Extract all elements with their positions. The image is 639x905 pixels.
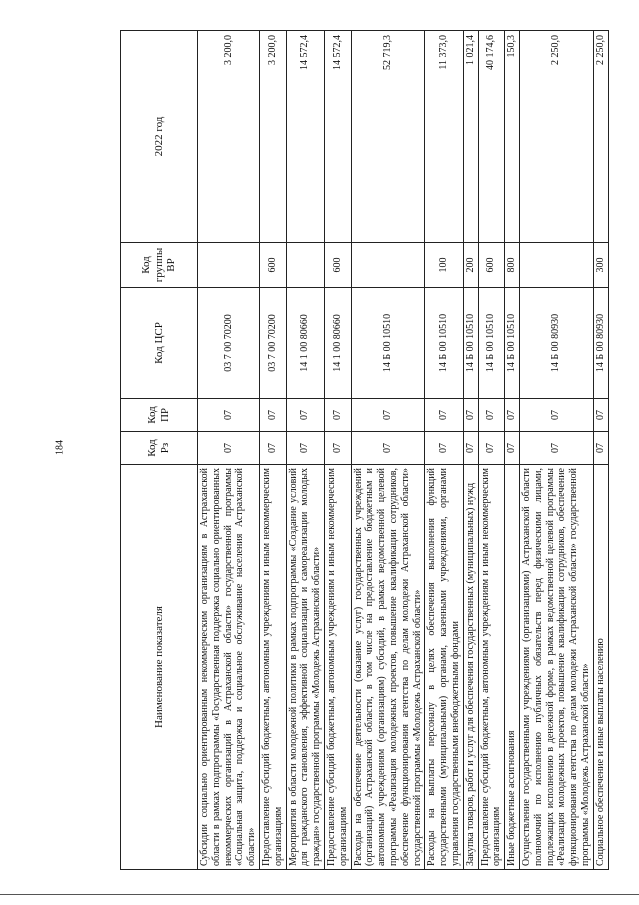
table-row xyxy=(351,31,425,870)
row-vr: 200 xyxy=(463,243,478,288)
row-rz: 07 xyxy=(425,432,463,465)
row-name: Предоставление субсидий бюджетным, автономным учреждениям и иным некоммерческим организациям xyxy=(324,465,351,870)
row-csr: 14 Б 00 80930 xyxy=(519,288,593,399)
row-pr: 07 xyxy=(425,399,463,432)
row-rz: 07 xyxy=(519,432,593,465)
row-year: 3 200,0 xyxy=(198,31,260,243)
row-pr: 07 xyxy=(259,399,286,432)
row-pr: 07 xyxy=(286,399,324,432)
row-name: Осуществление государственными учреждениями (организациями) Астраханской области полномочий по исполнению публичных обязательств перед физическими лицами, подлежащих исполнению в денежной форме, в рамках ведомственной целевой программы «Реализация молодежных проектов, повышение квалификации сотрудников, обеспечение функционирования агентства по делам молодежи Астраханской области» государственной программы «Молодежь Астраханской области» xyxy=(519,465,593,870)
table-row xyxy=(286,31,324,870)
header-csr: Код ЦСР xyxy=(121,288,198,399)
table-row xyxy=(505,31,520,870)
budget-table-rotated xyxy=(120,30,606,870)
header-vr: Код группы ВР xyxy=(121,243,198,288)
table-row xyxy=(425,31,463,870)
row-name: Социальное обеспечение и иные выплаты населению xyxy=(593,465,608,870)
row-csr: 14 Б 00 10510 xyxy=(463,288,478,399)
table-row xyxy=(198,31,260,870)
row-vr: 600 xyxy=(324,243,351,288)
table-row xyxy=(593,31,608,870)
row-rz: 07 xyxy=(505,432,520,465)
row-name: Предоставление субсидий бюджетным, автономным учреждениям и иным некоммерческим организациям xyxy=(478,465,505,870)
row-rz: 07 xyxy=(351,432,425,465)
row-pr: 07 xyxy=(505,399,520,432)
row-year: 1 021,4 xyxy=(463,31,478,243)
row-rz: 07 xyxy=(286,432,324,465)
row-pr: 07 xyxy=(478,399,505,432)
header-pr: Код ПР xyxy=(121,399,198,432)
row-name: Иные бюджетные ассигнования xyxy=(505,465,520,870)
row-year: 11 373,0 xyxy=(425,31,463,243)
row-csr: 14 Б 00 10510 xyxy=(425,288,463,399)
row-rz: 07 xyxy=(478,432,505,465)
row-vr xyxy=(198,243,260,288)
row-csr: 14 Б 00 10510 xyxy=(478,288,505,399)
row-vr: 600 xyxy=(478,243,505,288)
header-row xyxy=(121,31,198,870)
row-csr: 03 7 00 70200 xyxy=(198,288,260,399)
row-pr: 07 xyxy=(519,399,593,432)
row-csr: 03 7 00 70200 xyxy=(259,288,286,399)
row-year: 2 250,0 xyxy=(519,31,593,243)
row-csr: 14 Б 00 10510 xyxy=(505,288,520,399)
header-year: 2022 год xyxy=(121,31,198,243)
row-rz: 07 xyxy=(463,432,478,465)
row-csr: 14 1 00 80660 xyxy=(324,288,351,399)
row-vr xyxy=(519,243,593,288)
row-year: 52 719,3 xyxy=(351,31,425,243)
row-name: Расходы на выплаты персоналу в целях обеспечения выполнения функций государственными (муниципальными) органами, казенными учреждениями, органами управления государственными внебюджетными фондами xyxy=(425,465,463,870)
row-year: 40 174,6 xyxy=(478,31,505,243)
header-name: Наименование показателя xyxy=(121,465,198,870)
row-name: Предоставление субсидий бюджетным, автономным учреждениям и иным некоммерческим организациям xyxy=(259,465,286,870)
row-name: Субсидии социально ориентированным некоммерческим организациям в Астраханской области в рамках подпрограммы «Государственная поддержка социально ориентированных некоммерческих организаций в Астраханской области» государственной программы «Социальная защита, поддержка и социальное обслуживание населения Астраханской области» xyxy=(198,465,260,870)
table-row xyxy=(519,31,593,870)
row-rz: 07 xyxy=(198,432,260,465)
row-year: 14 572,4 xyxy=(324,31,351,243)
row-pr: 07 xyxy=(593,399,608,432)
row-pr: 07 xyxy=(324,399,351,432)
bottom-divider xyxy=(0,894,639,895)
row-name: Расходы на обеспечение деятельности (оказание услуг) государственных учреждений (организаций) Астраханской области, в том числе на предоставление бюджетным и автономным учреждениям (организациям) субсидий, в рамках ведомственной целевой программы «Реализация молодежных проектов, повышение квалификации сотрудников, обеспечение функционирования агентства по делам молодежи Астраханской области» государственной программы «Молодежь Астраханской области» xyxy=(351,465,425,870)
row-year: 2 250,0 xyxy=(593,31,608,243)
row-rz: 07 xyxy=(259,432,286,465)
row-vr: 100 xyxy=(425,243,463,288)
row-year: 3 200,0 xyxy=(259,31,286,243)
row-year: 150,3 xyxy=(505,31,520,243)
row-rz: 07 xyxy=(324,432,351,465)
row-csr: 14 Б 00 80930 xyxy=(593,288,608,399)
row-year: 14 572,4 xyxy=(286,31,324,243)
row-vr xyxy=(351,243,425,288)
table-row xyxy=(478,31,505,870)
row-pr: 07 xyxy=(198,399,260,432)
budget-table xyxy=(120,30,609,870)
row-csr: 14 Б 00 10510 xyxy=(351,288,425,399)
row-pr: 07 xyxy=(351,399,425,432)
row-name: Закупка товаров, работ и услуг для обеспечения государственных (муниципальных) нужд xyxy=(463,465,478,870)
row-vr xyxy=(286,243,324,288)
table-row xyxy=(463,31,478,870)
table-row xyxy=(259,31,286,870)
row-vr: 600 xyxy=(259,243,286,288)
row-csr: 14 1 00 80660 xyxy=(286,288,324,399)
row-vr: 300 xyxy=(593,243,608,288)
row-pr: 07 xyxy=(463,399,478,432)
row-name: Мероприятия в области молодежной политики в рамках подпрограммы «Создание условий для гражданского становления, эффективной социализации и самореализации молодых граждан» государственной программы «Молодежь Астраханской области» xyxy=(286,465,324,870)
page-number: 184 xyxy=(54,440,66,455)
header-rz: Код Рз xyxy=(121,432,198,465)
table-row xyxy=(324,31,351,870)
row-rz: 07 xyxy=(593,432,608,465)
row-vr: 800 xyxy=(505,243,520,288)
